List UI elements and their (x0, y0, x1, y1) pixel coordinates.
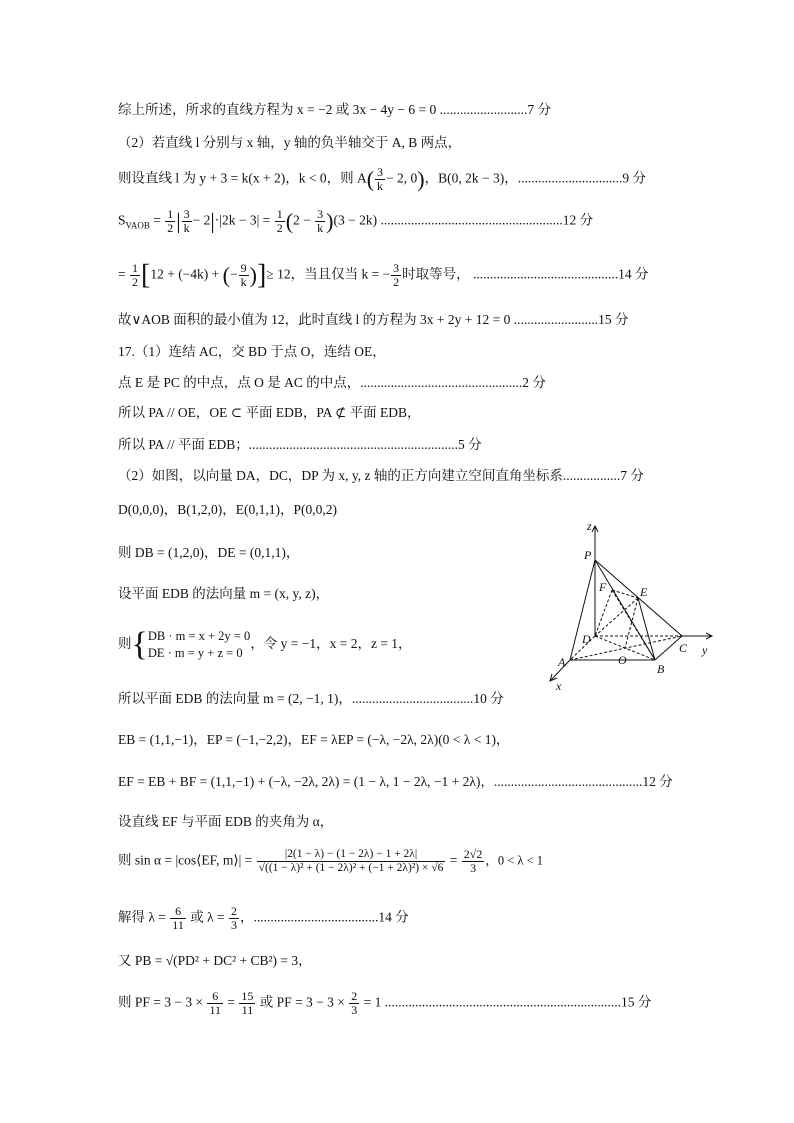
line-conclusion: 综上所述，所求的直线方程为 x = −2 或 3x − 4y − 6 = 0 ..........................7 分 (118, 102, 551, 117)
num: 9 (240, 261, 247, 275)
den: 3 (470, 861, 477, 875)
paren: ( (222, 262, 230, 288)
paren: ) (326, 208, 334, 234)
text: 或 λ = (186, 909, 229, 925)
line-ef: EF = EB + BF = (1,1,−1) + (−λ, −2λ, 2λ) = (1 − λ, 1 − 2λ, −1 + 2λ)，............................................12 分 (118, 774, 673, 789)
text: = 1 ......................................................................15 分 (360, 994, 652, 1010)
fraction (391, 262, 401, 289)
fraction (182, 208, 192, 235)
text: ，0 < λ < 1 (485, 853, 544, 868)
equation-system (148, 628, 250, 662)
text: − 2, 0 (386, 170, 418, 186)
num: 3 (317, 207, 324, 221)
fraction (239, 990, 255, 1017)
text: 则设直线 l 为 y + 3 = k(x + 2)，k < 0，则 A (118, 170, 367, 186)
pyramid-figure (540, 518, 730, 693)
seg-EO (625, 598, 638, 648)
fraction (165, 208, 175, 235)
line-q17: 17.（1）连结 AC，交 BD 于点 O，连结 OE， (118, 344, 386, 359)
den: √((1 − λ)² + (1 − 2λ)² + (−1 + 2λ)²) × √6 (258, 862, 444, 874)
line-sin (118, 848, 543, 875)
text: S (118, 212, 126, 228)
label-x: x (556, 679, 562, 693)
paren: ( (366, 166, 375, 192)
label-D: D (582, 632, 591, 646)
den: 11 (209, 1003, 222, 1017)
label-y: y (702, 643, 708, 657)
fraction (375, 166, 385, 193)
den: k (317, 221, 324, 235)
line-min-area: 故∨AOB 面积的最小值为 12，此时直线 l 的方程为 3x + 2y + 12 = 0 .........................15 分 (118, 312, 629, 327)
label-O: O (618, 653, 627, 667)
num: 2 (351, 989, 358, 1003)
fraction (170, 905, 186, 932)
fraction (207, 990, 223, 1017)
text: − 2 (192, 212, 211, 228)
fraction (275, 208, 285, 235)
den: 11 (241, 1003, 254, 1017)
line-coords-setup: （2）如图，以向量 DA，DC，DP 为 x, y, z 轴的正方向建立空间直角坐标系.................7 分 (118, 468, 644, 483)
text: ，.....................................14 分 (240, 909, 409, 925)
seg-ED (595, 598, 638, 636)
num: 1 (132, 261, 138, 275)
line-system (118, 628, 412, 662)
label-A: A (558, 655, 566, 669)
label-C: C (679, 641, 688, 655)
line-set-line (118, 166, 646, 193)
text: ·|2k − 3| = (214, 212, 274, 228)
paren: ( (285, 208, 294, 234)
text: ，令 y = −1，x = 2，z = 1， (250, 636, 412, 652)
text: 时取等号， ...........................................14 分 (402, 266, 649, 282)
paren: ) (417, 166, 425, 192)
eq2: DE · m = y + z = 0 (147, 646, 243, 660)
line-pb: 又 PB = √(PD² + DC² + CB²) = 3， (118, 953, 312, 968)
label-F: F (599, 580, 607, 594)
line-midpoint: 点 E 是 PC 的中点，点 O 是 AC 的中点，................................................2 分 (118, 375, 546, 390)
fraction (130, 262, 140, 289)
bracket: ] (256, 259, 267, 291)
line-part2-intro: （2）若直线 l 分别与 x 轴，y 轴的负半轴交于 A, B 两点， (118, 135, 462, 150)
fraction (349, 990, 359, 1017)
den: 2 (393, 275, 400, 289)
eq1: DB · m = x + 2y = 0 (147, 629, 251, 643)
abs-bar: | (176, 208, 181, 234)
text: ，B(0, 2k − 3)，...............................9 分 (424, 170, 646, 186)
line-pf (118, 990, 651, 1017)
num: 15 (241, 989, 254, 1003)
text: = (149, 212, 165, 228)
den: k (240, 275, 247, 289)
text: 则 sin α = |cos⟨EF, m⟩| = (118, 852, 256, 868)
text: = (224, 994, 239, 1010)
num: |2(1 − λ) − (1 − 2λ) − 1 + 2λ| (257, 848, 446, 862)
line-vectors: 则 DB = (1,2,0)，DE = (0,1,1)， (118, 545, 300, 560)
num: 1 (167, 207, 174, 221)
label-E: E (640, 585, 648, 599)
label-z: z (587, 519, 592, 533)
paren: ) (249, 262, 257, 288)
bracket: [ (141, 259, 151, 291)
num: 2 (231, 904, 238, 918)
fraction-long (257, 848, 446, 875)
den: 3 (231, 918, 238, 932)
subscript: VAOB (125, 220, 150, 231)
line-solve (118, 905, 409, 932)
den: 2 (132, 275, 138, 289)
num: 3 (377, 165, 384, 179)
den: k (377, 179, 384, 193)
den: 2 (167, 221, 174, 235)
line-area: $S_{VAOB}$ = $\frac{1}{2}$ | $\frac{3}{k}$ − 2|·|2k − 3| = $\frac{1}{2}$ (2 − $\frac{3}{k}$ )(3 − 2k) ......................................................12 分 (118, 207, 594, 235)
label-P: P (584, 548, 592, 562)
brace: { (131, 626, 148, 663)
edge-BC (655, 636, 682, 660)
fraction (229, 905, 239, 932)
abs-bar: | (210, 208, 215, 234)
line-parallel: 所以 PA // OE，OE ⊂ 平面 EDB，PA ⊄ 平面 EDB， (118, 405, 421, 420)
fraction (239, 262, 249, 289)
line-conclusion-1: 所以 PA // 平面 EDB；..............................................................5 分 (118, 437, 482, 452)
den: 11 (172, 918, 184, 932)
num: 3 (393, 261, 400, 275)
den: 3 (351, 1003, 358, 1017)
fraction (462, 848, 485, 875)
num: 1 (276, 207, 283, 221)
num: 6 (170, 905, 186, 919)
fraction (315, 208, 325, 235)
line-eb-ep: EB = (1,1,−1)，EP = (−1,−2,2)，EF = λEP = (−λ, −2λ, 2λ)(0 < λ < 1)， (118, 732, 510, 747)
label-B: B (657, 662, 665, 676)
num: 6 (207, 990, 223, 1004)
line-normal-result: 所以平面 EDB 的法向量 m = (2, −1, 1)，....................................10 分 (118, 691, 504, 706)
num: 2√2 (463, 847, 483, 861)
seg-EB (638, 598, 655, 660)
text: = (118, 266, 129, 282)
line-inequality: = $\frac{1}{2}$ [12 + (−4k) + (− $\frac{9}{k}$ )]≥ 12，当且仅当 k = − $\frac{3}{2}$ 时取等号， ...........................................14 分 (118, 259, 649, 291)
line-points: D(0,0,0)，B(1,2,0)，E(0,1,1)，P(0,0,2) (118, 502, 337, 517)
line-angle: 设直线 EF 与平面 EDB 的夹角为 α， (118, 814, 334, 829)
text: = (446, 852, 461, 868)
text: 则 (118, 636, 132, 652)
line-normal-set: 设平面 EDB 的法向量 m = (x, y, z)， (118, 586, 330, 601)
den: k (183, 221, 190, 235)
text: ≥ 12，当且仅当 k = − (266, 266, 391, 282)
text: 则 PF = 3 − 3 × (118, 994, 207, 1010)
den: 2 (276, 221, 283, 235)
text: (3 − 2k) ......................................................12 分 (333, 212, 594, 228)
num: 3 (183, 207, 190, 221)
text: 解得 λ = (118, 909, 170, 925)
text: 12 + (−4k) + (150, 266, 223, 282)
text: 或 PF = 3 − 3 × (256, 994, 349, 1010)
